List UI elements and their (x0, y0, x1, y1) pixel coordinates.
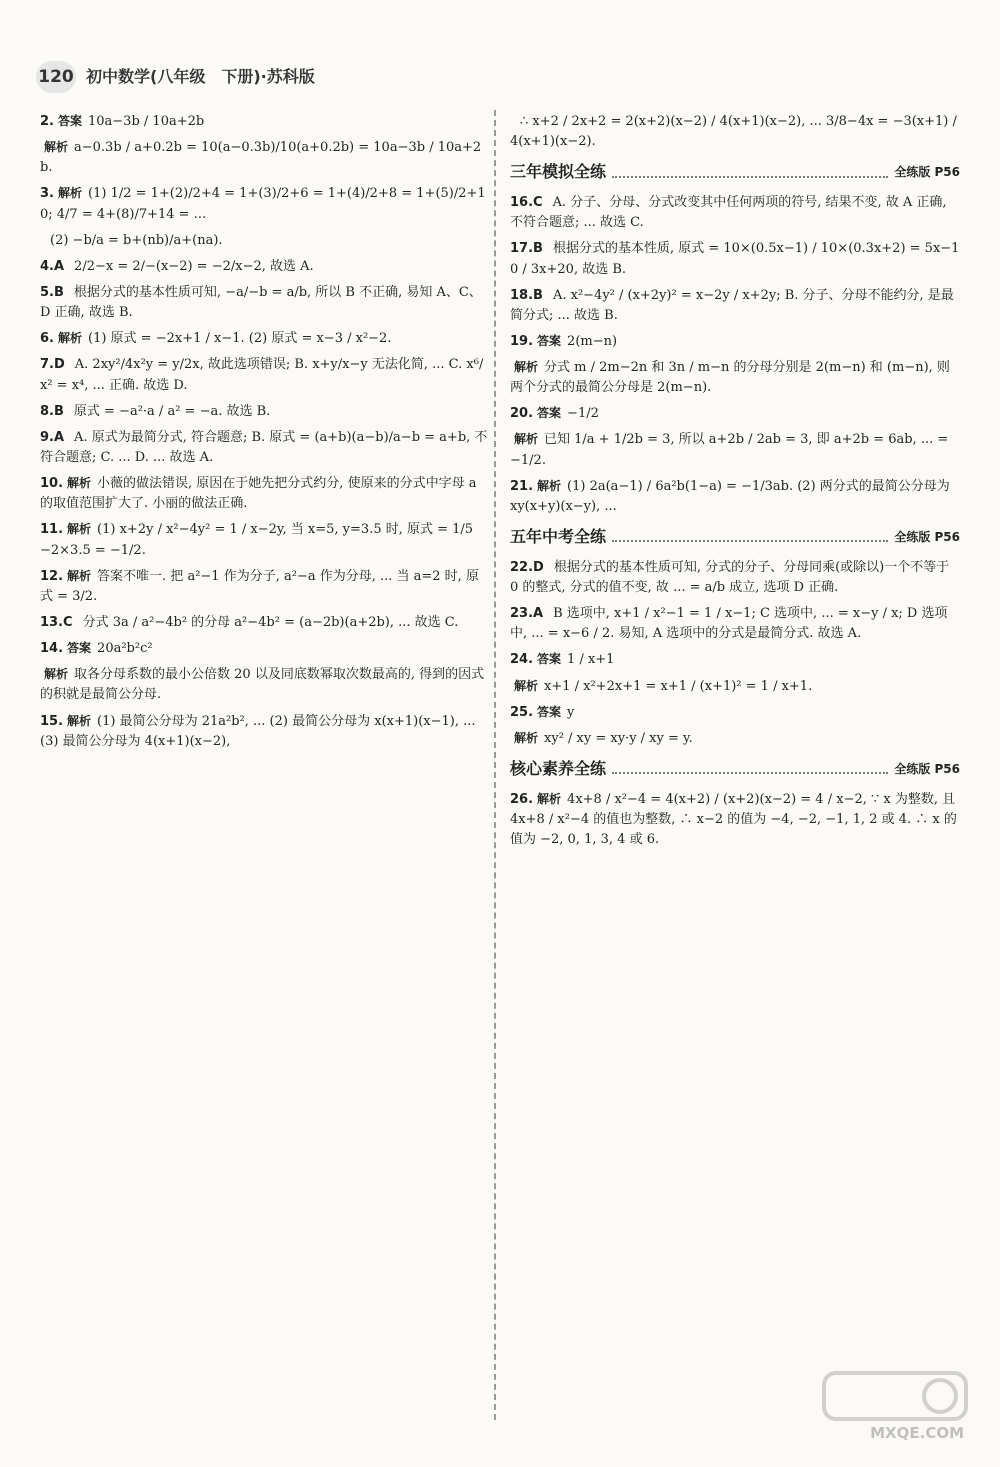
right-column (510, 112, 960, 856)
section-ref: 全练版 P56 (894, 165, 960, 180)
answer-item: 4.A 2/2−x = 2/−(x−2) = −2/x−2, 故选 A. (40, 258, 314, 274)
dotted-leader (612, 764, 888, 774)
answer-item: 26. 解析 4x+8 / x²−4 = 4(x+2) / (x+2)(x−2) = 4 / x−2, ∵ x 为整数, 且 4x+8 / x²−4 的值也为整数, ∴ x−2 的值为 −4, −2, −1, 1, 2 或 4. ∴ x 的值为 −2, 0, 1, 3, 4 或 6. (510, 791, 960, 848)
section-header-three-year (510, 160, 960, 185)
answer-item: 5.B 根据分式的基本性质可知, −a/−b = a/b, 所以 B 不正确, 易知 A、C、D 正确, 故选 B. (40, 284, 482, 321)
answer-item: 24. 答案 1 / x+1 (510, 652, 615, 668)
answer-item: 20. 答案 −1/2 (510, 406, 599, 422)
answer-item: 11. 解析 (1) x+2y / x²−4y² = 1 / x−2y, 当 x=5, y=3.5 时, 原式 = 1/5−2×3.5 = −1/2. (40, 522, 474, 558)
answer-item: 解析 x+1 / x²+2x+1 = x+1 / (x+1)² = 1 / x+1. (514, 678, 813, 694)
dotted-leader (612, 532, 888, 542)
answer-item: 14. 答案 20a²b²c² (40, 641, 153, 657)
answer-item: 解析 xy² / xy = xy·y / xy = y. (514, 730, 693, 746)
answer-item: 13.C 分式 3a / a²−4b² 的分母 a²−4b² = (a−2b)(a+2b), ... 故选 C. (40, 614, 459, 630)
answer-item: 16.C A. 分子、分母、分式改变其中任何两项的符号, 结果不变, 故 A 正确, 不符合题意; ... 故选 C. (510, 195, 951, 231)
answer-item: (2) −b/a = b+(nb)/a+(na). (50, 232, 223, 248)
page-header (36, 60, 315, 94)
page-number: 120 (36, 61, 76, 93)
answer-item: 25. 答案 y (510, 704, 575, 720)
answer-item: 解析 取各分母系数的最小公倍数 20 以及同底数幂取次数最高的, 得到的因式的积就是最简公分母. (40, 667, 485, 703)
answer-item: 解析 分式 m / 2m−2n 和 3n / m−n 的分母分别是 2(m−n) 和 (m−n), 则两个分式的最简公分母是 2(m−n). (510, 360, 950, 396)
answer-item: 解析 a−0.3b / a+0.2b = 10(a−0.3b)/10(a+0.2b) = 10a−3b / 10a+2b. (40, 140, 482, 176)
answer-item: 21. 解析 (1) 2a(a−1) / 6a²b(1−a) = −1/3ab. (2) 两分式的最简公分母为 xy(x+y)(x−y), ... (510, 478, 954, 514)
answer-item: 23.A B 选项中, x+1 / x²−1 = 1 / x−1; C 选项中, ... = x−y / x; D 选项中, ... = x−6 / 2. 易知, A 选项中的分式是最简分式. 故选 A. (510, 606, 948, 642)
answer-item: 12. 解析 答案不唯一. 把 a²−1 作为分子, a²−a 作为分母, ... 当 a=2 时, 原式 = 3/2. (40, 568, 479, 604)
answer-item: 解析 已知 1/a + 1/2b = 3, 所以 a+2b / 2ab = 3, 即 a+2b = 6ab, ... = −1/2. (510, 432, 953, 468)
answer-item: 15. 解析 (1) 最简公分母为 21a²b², ... (2) 最简公分母为 x(x+1)(x−1), ... (3) 最简公分母为 4(x+1)(x−2), (40, 713, 480, 749)
section-header-five-year (510, 525, 960, 550)
book-title: 初中数学(八年级 下册)·苏科版 (86, 66, 315, 86)
section-ref: 全练版 P56 (894, 762, 960, 777)
watermark-text: MXQE.COM (870, 1423, 964, 1442)
dotted-leader (612, 168, 888, 178)
section-header-core (510, 757, 960, 782)
answer-item: ∴ x+2 / 2x+2 = 2(x+2)(x−2) / 4(x+1)(x−2), ... 3/8−4x = −3(x+1) / 4(x+1)(x−2). (510, 114, 962, 150)
answer-item: 6. 解析 (1) 原式 = −2x+1 / x−1. (2) 原式 = x−3 / x²−2. (40, 331, 392, 347)
section-ref: 全练版 P56 (894, 530, 960, 545)
answer-item: 22.D 根据分式的基本性质可知, 分式的分子、分母同乘(或除以)一个不等于 0 的整式, 分式的值不变, 故 ... = a/b 成立, 选项 D 正确. (510, 559, 954, 595)
answer-item: 17.B 根据分式的基本性质, 原式 = 10×(0.5x−1) / 10×(0.3x+2) = 5x−10 / 3x+20, 故选 B. (510, 241, 960, 277)
column-divider (494, 110, 496, 1420)
answer-item: 10. 解析 小薇的做法错误, 原因在于她先把分式约分, 使原来的分式中字母 a 的取值范围扩大了. 小丽的做法正确. (40, 476, 481, 512)
answer-item: 18.B A. x²−4y² / (x+2y)² = x−2y / x+2y; B. 分子、分母不能约分, 是最简分式; ... 故选 B. (510, 287, 954, 323)
answer-item: 3. 解析 (1) 1/2 = 1+(2)/2+4 = 1+(3)/2+6 = 1+(4)/2+8 = 1+(5)/2+10; 4/7 = 4+(8)/7+14 = ... (40, 186, 486, 222)
answer-item: 9.A A. 原式为最简分式, 符合题意; B. 原式 = (a+b)(a−b)/a−b = a+b, 不符合题意; C. ... D. ... 故选 A. (40, 429, 488, 465)
section-title: 核心素养全练 (510, 758, 607, 778)
left-column (40, 112, 490, 758)
answer-item: 8.B 原式 = −a²·a / a² = −a. 故选 B. (40, 403, 271, 419)
section-title: 三年模拟全练 (510, 162, 607, 182)
answer-item: 7.D A. 2xy²/4x²y = y/2x, 故此选项错误; B. x+y/x−y 无法化简, ... C. x⁶/x² = x⁴, ... 正确. 故选 D. (40, 357, 484, 393)
answer-item: 19. 答案 2(m−n) (510, 333, 618, 349)
section-title: 五年中考全练 (510, 527, 607, 547)
answer-item: 2. 答案 10a−3b / 10a+2b (40, 114, 205, 129)
